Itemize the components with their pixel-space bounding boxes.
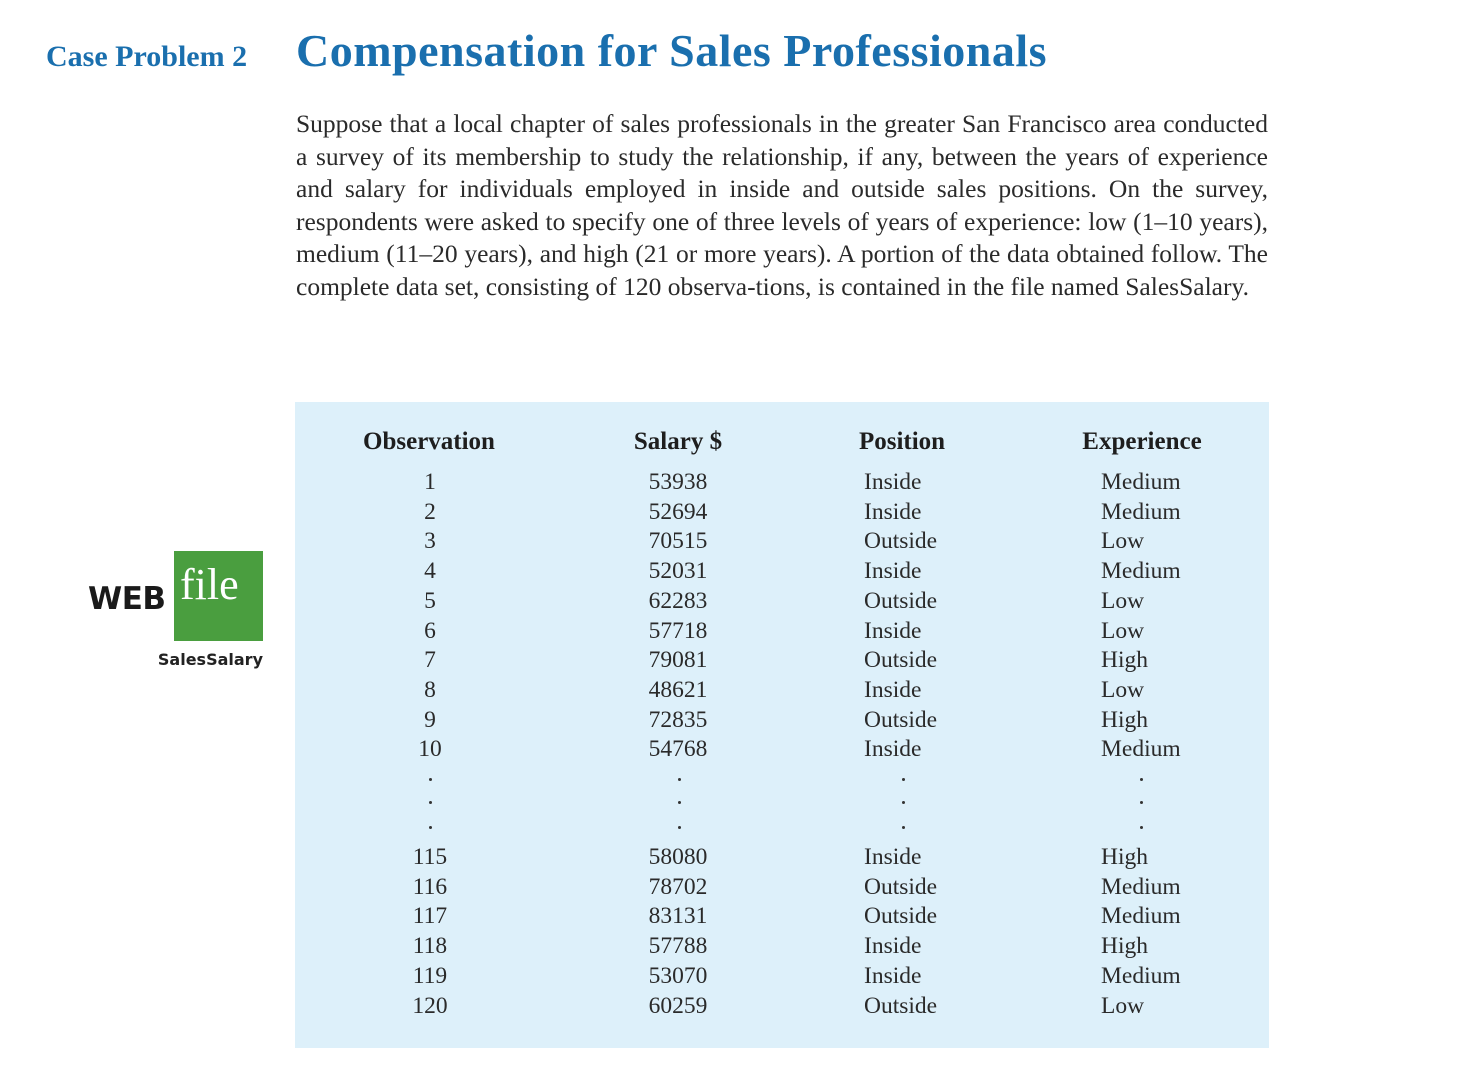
data-file-name: SalesSalary <box>157 650 263 669</box>
cell-experience: Medium <box>1101 736 1181 763</box>
cell-experience: Low <box>1101 528 1145 555</box>
ellipsis-dot <box>1140 801 1143 804</box>
ellipsis-dot <box>902 778 905 781</box>
page-title: Compensation for Sales Professionals <box>296 25 1048 76</box>
cell-salary: 58080 <box>648 844 708 870</box>
cell-observation: 117 <box>412 903 448 930</box>
cell-position: Inside <box>864 962 922 989</box>
cell-salary: 83131 <box>648 903 708 930</box>
cell-observation: 6 <box>424 617 436 644</box>
cell-salary: 72835 <box>648 706 708 733</box>
ellipsis-dot <box>1140 826 1143 829</box>
column-header-experience: Experience <box>1082 428 1202 455</box>
cell-salary: 52694 <box>648 498 708 525</box>
cell-salary: 79081 <box>648 647 708 674</box>
cell-observation: 119 <box>412 962 448 989</box>
cell-salary: 57788 <box>648 933 708 960</box>
cell-salary: 70515 <box>648 528 708 555</box>
cell-position: Inside <box>864 498 922 525</box>
cell-position: Outside <box>864 587 938 614</box>
cell-salary: 53938 <box>648 469 708 495</box>
cell-position: Outside <box>864 647 938 674</box>
cell-observation: 4 <box>424 558 436 585</box>
cell-experience: High <box>1101 844 1148 870</box>
cell-observation: 8 <box>424 676 436 703</box>
cell-experience: Medium <box>1101 903 1181 930</box>
ellipsis-dot <box>429 778 432 781</box>
ellipsis-dot <box>1140 778 1143 781</box>
cell-position: Outside <box>864 903 938 930</box>
cell-observation: 7 <box>424 647 436 674</box>
cell-observation: 118 <box>412 933 448 960</box>
cell-position: Outside <box>864 706 938 733</box>
cell-position: Inside <box>864 558 922 585</box>
cell-position: Outside <box>864 873 938 900</box>
intro-paragraph: Suppose that a local chapter of sales professionals in the greater San Francisco area conducted a survey of its membership to study the relationship, if any, between the years of experience and salary for individuals employed in inside and outside sales positions. On the survey, respondents were asked to specify one of three levels of years of experience: low (1–10 years), medium (11–20 years), and high (21 or more years). A portion of the data obtained follow. The complete data set, consisting of 120 observa-tions, is contained in the file named SalesSalary. <box>296 109 1268 301</box>
cell-experience: Medium <box>1101 498 1181 525</box>
ellipsis-dot <box>429 801 432 804</box>
cell-position: Inside <box>864 617 922 644</box>
cell-experience: High <box>1101 647 1148 674</box>
cell-experience: Low <box>1101 587 1145 614</box>
cell-experience: High <box>1101 706 1148 733</box>
ellipsis-dot <box>678 826 681 829</box>
ellipsis-dot <box>678 801 681 804</box>
cell-observation: 2 <box>424 498 436 525</box>
cell-observation: 5 <box>424 587 436 614</box>
ellipsis-dot <box>902 801 905 804</box>
cell-experience: Low <box>1101 617 1145 644</box>
cell-observation: 10 <box>418 736 442 763</box>
cell-salary: 52031 <box>648 558 708 585</box>
cell-salary: 53070 <box>648 962 708 989</box>
cell-salary: 60259 <box>648 992 708 1019</box>
ellipsis-dot <box>429 826 432 829</box>
cell-observation: 120 <box>412 992 448 1019</box>
cell-salary: 54768 <box>648 736 708 763</box>
cell-position: Inside <box>864 933 922 960</box>
cell-position: Inside <box>864 469 922 495</box>
column-header-position: Position <box>858 428 946 455</box>
column-header-salary: Salary $ <box>633 428 723 455</box>
cell-salary: 57718 <box>648 617 708 644</box>
ellipsis-dot <box>678 778 681 781</box>
cell-position: Outside <box>864 992 938 1019</box>
case-problem-label: Case Problem 2 <box>46 40 248 73</box>
cell-observation: 115 <box>412 844 448 870</box>
cell-position: Outside <box>864 528 938 555</box>
cell-position: Inside <box>864 844 922 870</box>
cell-position: Inside <box>864 736 922 763</box>
column-header-observation: Observation <box>363 428 495 455</box>
cell-experience: Medium <box>1101 558 1181 585</box>
cell-position: Inside <box>864 676 922 703</box>
file-label: file <box>180 560 239 609</box>
cell-salary: 62283 <box>648 587 708 614</box>
cell-experience: Medium <box>1101 469 1181 495</box>
cell-experience: Medium <box>1101 873 1181 900</box>
cell-experience: Low <box>1101 992 1145 1019</box>
file-box <box>174 551 263 641</box>
web-label: WEB <box>88 581 166 617</box>
cell-experience: Low <box>1101 676 1145 703</box>
cell-observation: 1 <box>424 469 436 495</box>
cell-observation: 9 <box>424 706 436 733</box>
cell-salary: 78702 <box>648 873 708 900</box>
cell-experience: Medium <box>1101 962 1181 989</box>
cell-experience: High <box>1101 933 1148 960</box>
cell-salary: 48621 <box>648 676 708 703</box>
ellipsis-dot <box>902 826 905 829</box>
cell-observation: 3 <box>424 528 436 555</box>
cell-observation: 116 <box>412 873 448 900</box>
webfile-badge <box>88 551 264 641</box>
